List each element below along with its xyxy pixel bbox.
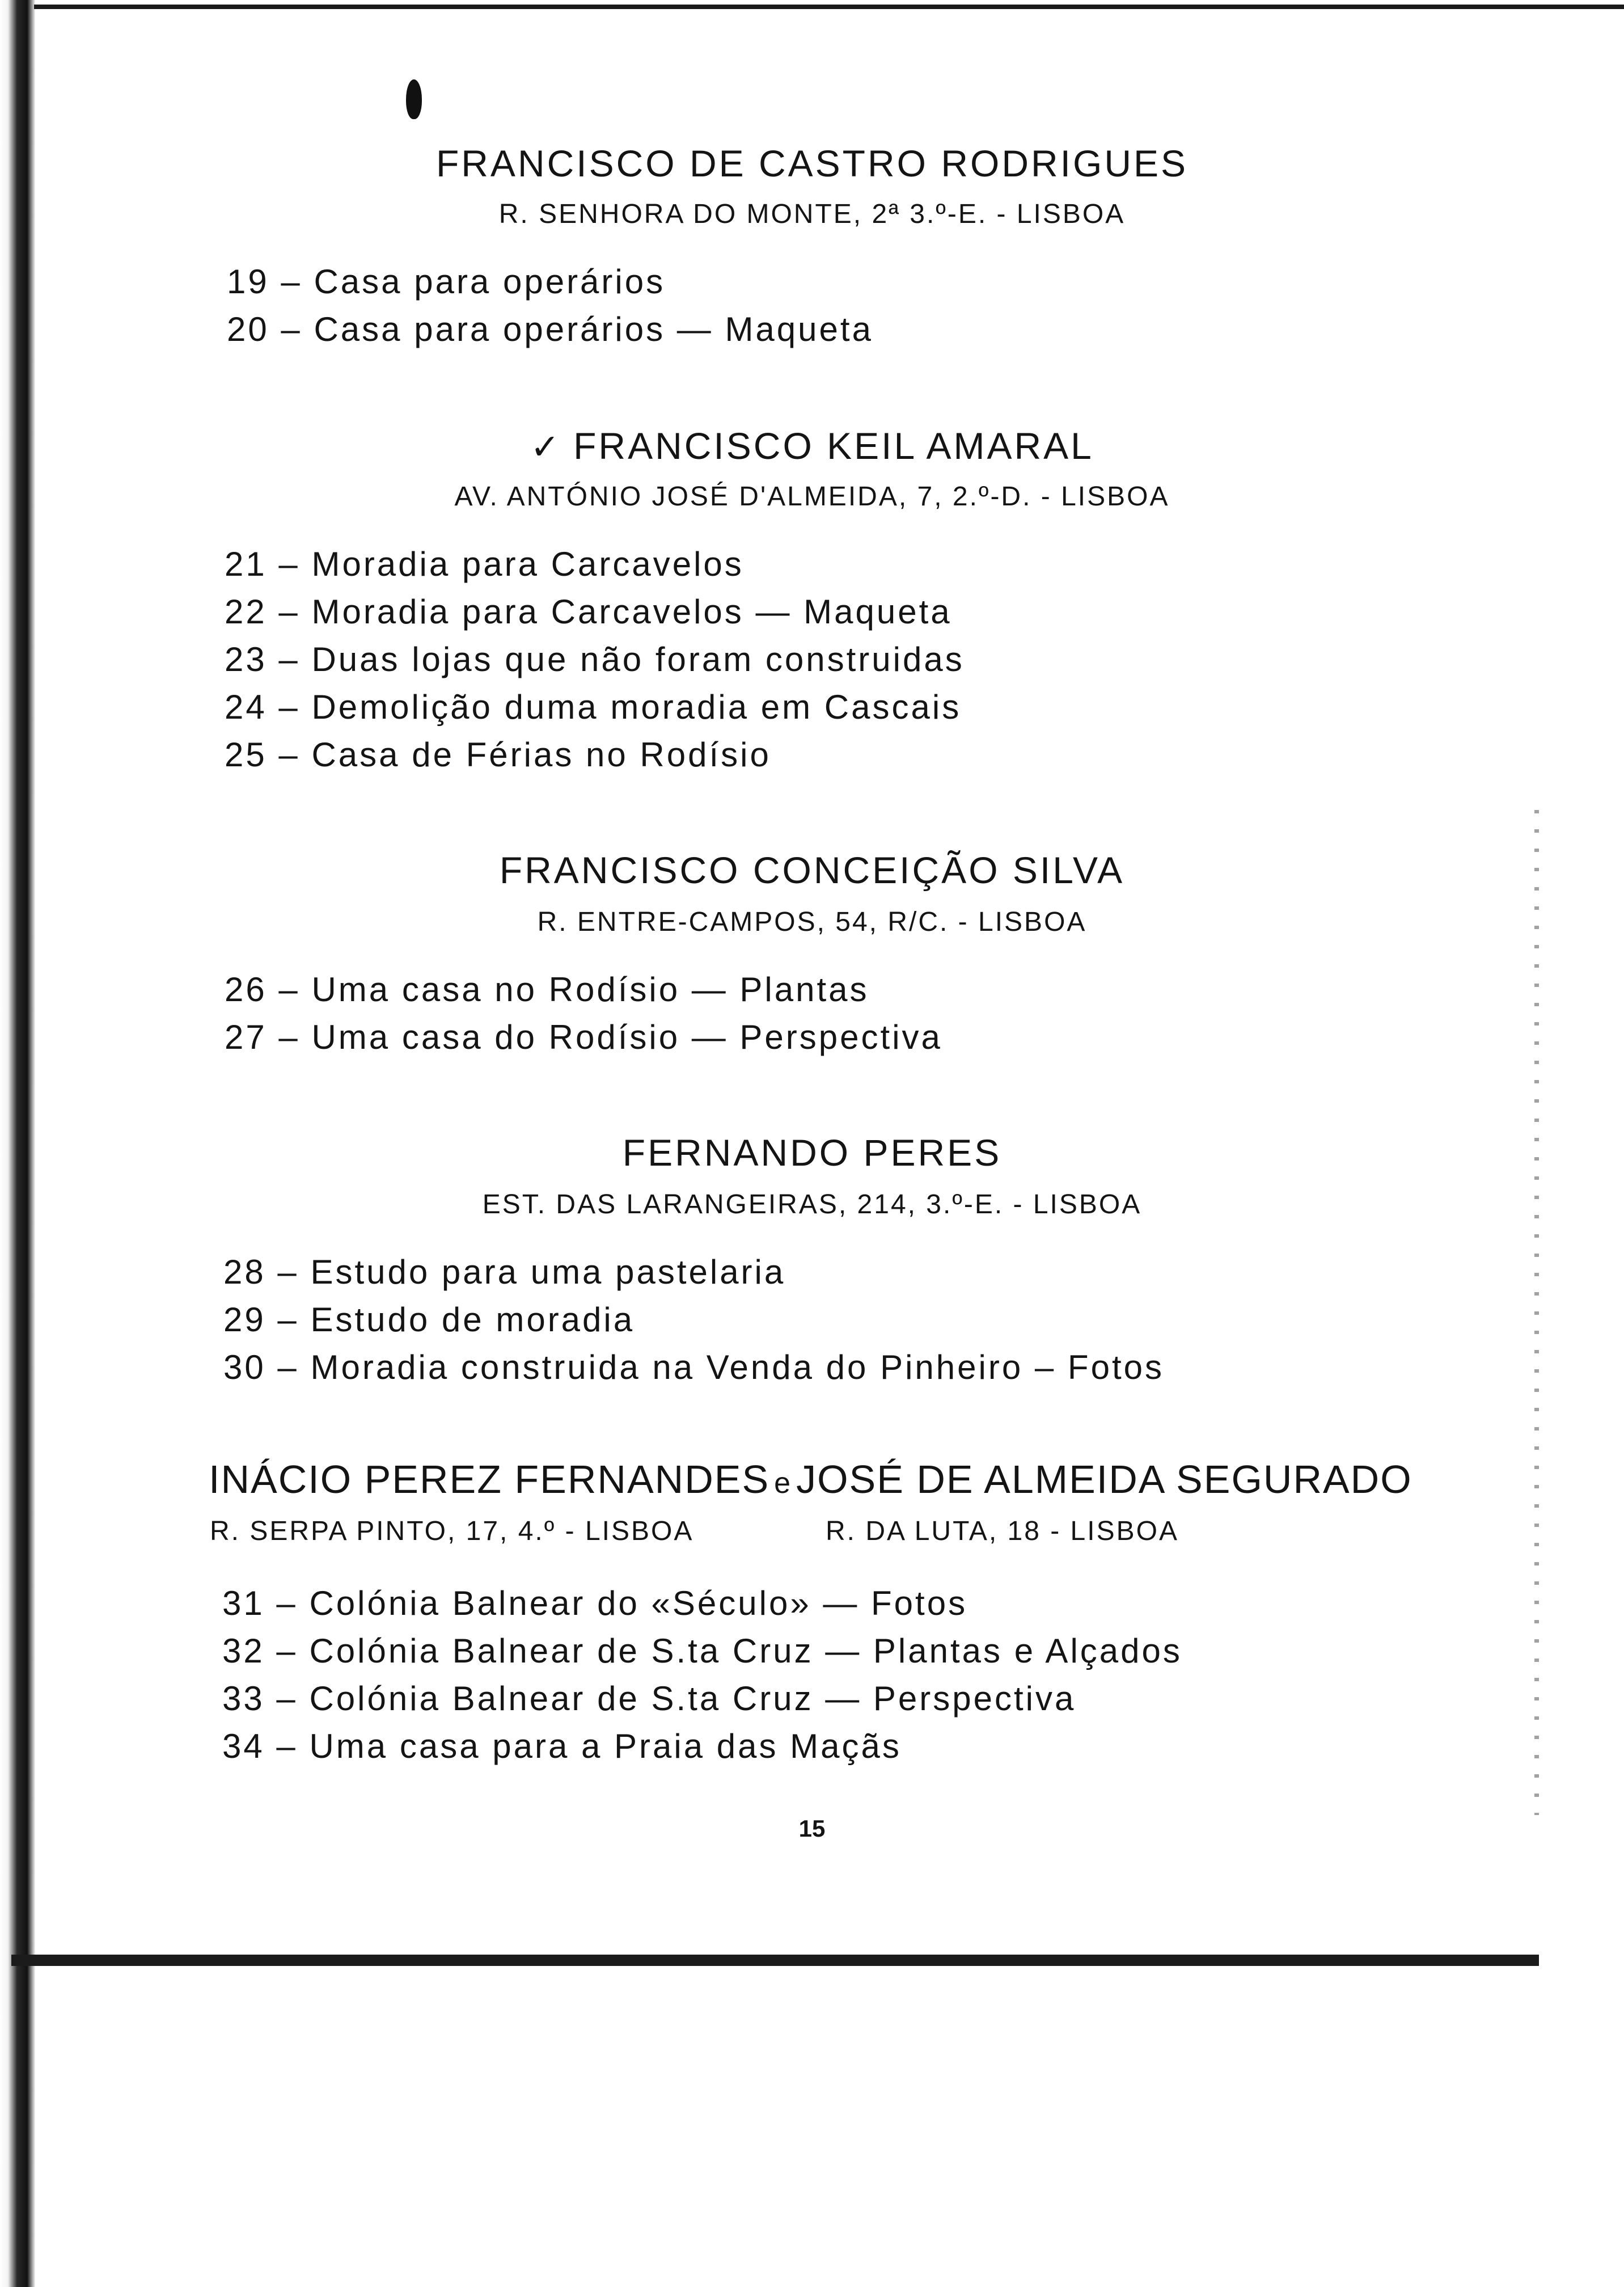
scan-bottom-edge: [11, 1955, 1539, 1966]
list-item: 25 – Casa de Férias no Rodísio: [225, 736, 771, 774]
list-item: 30 – Moradia construida na Venda do Pinheiro – Fotos: [223, 1348, 1164, 1386]
list-item: 20 – Casa para operários — Maqueta: [227, 310, 873, 348]
scan-right-specks: [1534, 794, 1539, 1815]
architect-name: JOSÉ DE ALMEIDA SEGURADO: [796, 1457, 1412, 1501]
architect-name: INÁCIO PEREZ FERNANDES: [209, 1457, 770, 1501]
scan-top-edge: [34, 5, 1624, 9]
list-item: 22 – Moradia para Carcavelos — Maqueta: [225, 593, 952, 631]
list-item: 23 – Duas lojas que não foram construidas: [225, 640, 965, 678]
architect-address: R. SERPA PINTO, 17, 4.º - LISBOA: [210, 1516, 694, 1546]
list-item: 24 – Demolição duma moradia em Cascais: [225, 688, 962, 726]
architect-name: FRANCISCO CONCEIÇÃO SILVA: [499, 849, 1125, 891]
architect-names-joint: [209, 1457, 1412, 1502]
ink-mark-icon: [406, 79, 422, 119]
architect-address: R. SENHORA DO MONTE, 2ª 3.º-E. - LISBOA: [498, 199, 1126, 229]
list-item: 19 – Casa para operários: [227, 263, 666, 301]
architect-name: ✓ FRANCISCO KEIL AMARAL: [530, 425, 1094, 467]
list-item: 31 – Colónia Balnear do «Século» — Fotos: [222, 1584, 968, 1622]
list-item: 29 – Estudo de moradia: [223, 1301, 635, 1339]
list-item: 21 – Moradia para Carcavelos: [225, 545, 744, 583]
page-number: 15: [798, 1815, 826, 1842]
checkmark-icon: ✓: [530, 428, 563, 467]
list-item: 27 – Uma casa do Rodísio — Perspectiva: [225, 1018, 942, 1056]
list-item: 28 – Estudo para uma pastelaria: [223, 1253, 786, 1291]
architect-name: FERNANDO PERES: [622, 1132, 1002, 1174]
architect-address: R. ENTRE-CAMPOS, 54, R/C. - LISBOA: [537, 907, 1087, 937]
list-item: 33 – Colónia Balnear de S.ta Cruz — Perspectiva: [222, 1680, 1076, 1718]
architect-name: FRANCISCO DE CASTRO RODRIGUES: [435, 142, 1189, 184]
list-item: 32 – Colónia Balnear de S.ta Cruz — Plantas e Alçados: [222, 1632, 1182, 1670]
list-item: 34 – Uma casa para a Praia das Maçãs: [222, 1727, 902, 1765]
conjunction: e: [774, 1467, 792, 1500]
architect-address: AV. ANTÓNIO JOSÉ D'ALMEIDA, 7, 2.º-D. - LISBOA: [454, 482, 1170, 512]
list-item: 26 – Uma casa no Rodísio — Plantas: [225, 971, 869, 1009]
architect-address: R. DA LUTA, 18 - LISBOA: [826, 1516, 1179, 1546]
architect-address: EST. DAS LARANGEIRAS, 214, 3.º-E. - LISBOA: [482, 1189, 1142, 1220]
